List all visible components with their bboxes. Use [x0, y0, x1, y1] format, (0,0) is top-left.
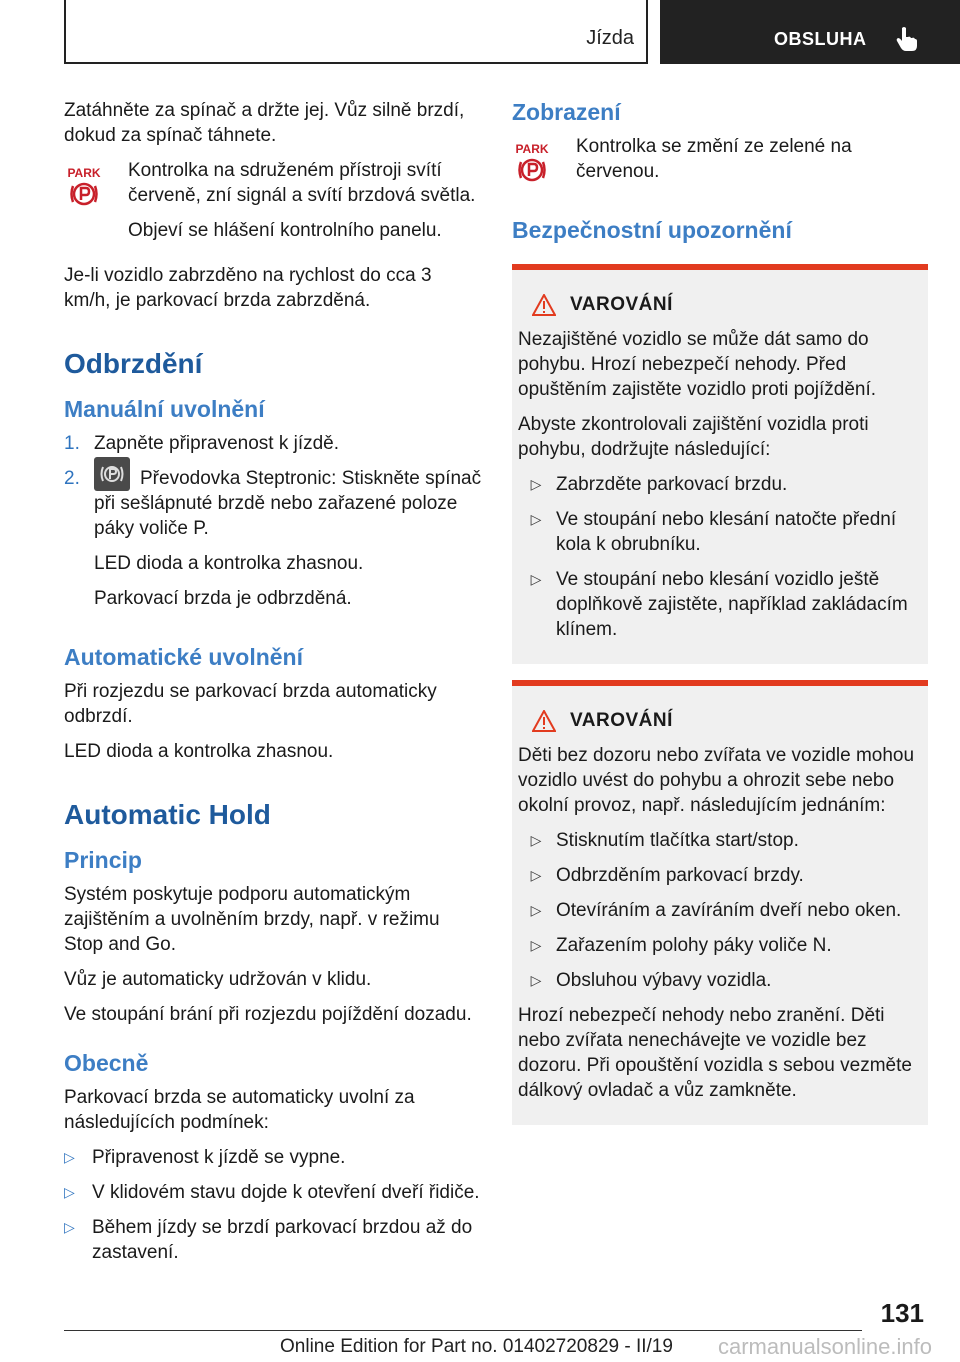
obecne-list [64, 1145, 482, 1265]
triangle-bullet-icon: ▷ [64, 1184, 75, 1200]
triangle-bullet-icon: ▷ [530, 571, 542, 587]
warning-box-1 [512, 264, 928, 664]
release-steps [64, 431, 482, 621]
warning-icon [532, 710, 556, 732]
heading-auto-release: Automatické uvolnění [64, 644, 303, 670]
triangle-bullet-icon: ▷ [64, 1219, 75, 1235]
intro-paragraph-1: Zatáhněte za spínač a držte jej. Vůz silně brzdí, dokud za spínač táhnete. [64, 100, 465, 146]
list-item: ▷ Ve stoupání nebo klesání natočte přední kola k obrubníku. [518, 507, 920, 557]
park-indicator-row-2 [512, 134, 928, 194]
parking-brake-switch-icon [94, 457, 130, 491]
park-icon-label: PARK [515, 142, 549, 156]
list-item: ▷ Zabrzděte parkovací brzdu. [518, 472, 920, 497]
step-text: Zapněte připravenost k jízdě. [94, 433, 340, 454]
heading-princip: Princip [64, 847, 142, 873]
list-item [64, 466, 482, 621]
warning-text-2: Abyste zkontrolovali zajištění vozidla proti pohybu, dodržujte následující: [518, 414, 869, 460]
princip-text-3: Ve stoupání brání při rozjezdu pojíždění dozadu. [64, 1004, 472, 1025]
warning-text-2: Hrozí nebezpečí nehody nebo zranění. Děti nebo zvířata nenechávejte ve vozidle bez dozoru. Při opouštění vozidla s sebou vezměte dálkový ovladač a vůz zamkněte. [518, 1005, 912, 1101]
triangle-bullet-icon: ▷ [530, 972, 542, 988]
left-column [64, 98, 482, 1275]
step-number: 2. [64, 468, 80, 489]
step-note-2: Parkovací brzda je odbrzděná. [94, 588, 352, 609]
header-chapter-box[interactable] [660, 0, 960, 64]
park-icon [512, 134, 576, 194]
step-text: Převodovka Steptronic: Stiskněte spínač při sešlápnuté brzdě nebo zařazené poloze páky voliče P. [94, 468, 482, 539]
heading-manual-release: Manuální uvolnění [64, 396, 265, 422]
heading-obecne: Obecně [64, 1050, 149, 1076]
footer-divider [64, 1330, 862, 1331]
triangle-bullet-icon: ▷ [530, 476, 542, 492]
heading-safety: Bezpečnostní upozornění [512, 217, 792, 243]
list-item: ▷ V klidovém stavu dojde k otevření dveří řidiče. [64, 1182, 480, 1203]
triangle-bullet-icon: ▷ [530, 511, 542, 527]
auto-release-text-1: Při rozjezdu se parkovací brzda automaticky odbrzdí. [64, 681, 437, 727]
heading-odbrzdeni: Odbrzdění [64, 348, 203, 379]
list-item [64, 431, 482, 456]
header-section-box [64, 0, 648, 64]
warning-title: VAROVÁNÍ [570, 710, 673, 731]
triangle-bullet-icon: ▷ [64, 1149, 75, 1165]
step-number: 1. [64, 433, 80, 454]
list-item: ▷ Během jízdy se brzdí parkovací brzdou až do zastavení. [64, 1217, 473, 1263]
list-item: ▷ Stisknutím tlačítka start/stop. [518, 828, 920, 853]
list-item: ▷ Ve stoupání nebo klesání vozidlo ještě doplňkově zajistěte, například zakládacím klínem. [518, 567, 920, 642]
warning-list [518, 828, 920, 993]
pointing-hand-icon [896, 26, 918, 52]
park-indicator-row [64, 158, 482, 253]
zobrazeni-text: Kontrolka se změní ze zelené na červenou. [576, 136, 852, 182]
warning-text-1: Nezajištěné vozidlo se může dát samo do pohybu. Hrozí nebezpečí nehody. Před opuštěním zajistěte vozidlo proti pojíždění. [518, 329, 877, 400]
list-item: ▷ Zařazením polohy páky voliče N. [518, 933, 920, 958]
step-note-1: LED dioda a kontrolka zhasnou. [94, 553, 364, 574]
park-icon [64, 158, 128, 253]
heading-zobrazeni: Zobrazení [512, 99, 621, 125]
header-chapter-title: OBSLUHA [774, 29, 867, 49]
princip-text-2: Vůz je automaticky udržován v klidu. [64, 969, 372, 990]
park-icon-label: PARK [67, 166, 101, 180]
list-item: ▷ Odbrzděním parkovací brzdy. [518, 863, 920, 888]
indicator-text-1: Kontrolka na sdruženém přístroji svítí červeně, zní signál a svítí brzdová světla. [128, 160, 476, 206]
list-item: ▷ Připravenost k jízdě se vypne. [64, 1147, 346, 1168]
warning-text-1: Děti bez dozoru nebo zvířata ve vozidle mohou vozidlo uvést do pohybu a ohrozit sebe nebo okolní provoz, např. následujícím jednáním: [518, 745, 915, 816]
triangle-bullet-icon: ▷ [530, 937, 542, 953]
header-section-title: Jízda [586, 27, 634, 49]
list-item: ▷ Otevíráním a zavíráním dveří nebo oken. [518, 898, 920, 923]
page-number: 131 [880, 1298, 924, 1328]
triangle-bullet-icon: ▷ [530, 832, 542, 848]
triangle-bullet-icon: ▷ [530, 902, 542, 918]
footer-edition: Online Edition for Part no. 01402720829 - II/19 [280, 1336, 673, 1357]
princip-text-1: Systém poskytuje podporu automatickým zajištěním a uvolněním brzdy, např. v režimu Stop and Go. [64, 884, 440, 955]
triangle-bullet-icon: ▷ [530, 867, 542, 883]
heading-automatic-hold: Automatic Hold [64, 799, 271, 830]
intro-paragraph-2: Je-li vozidlo zabrzděno na rychlost do cca 3 km/h, je parkovací brzda zabrzděná. [64, 265, 432, 311]
list-item: ▷ Obsluhou výbavy vozidla. [518, 968, 920, 993]
indicator-text-2: Objeví se hlášení kontrolního panelu. [128, 220, 442, 241]
warning-icon [532, 294, 556, 316]
warning-list [518, 472, 920, 642]
warning-box-2 [512, 680, 928, 1125]
obecne-text: Parkovací brzda se automaticky uvolní za následujících podmínek: [64, 1087, 415, 1133]
watermark: carmanualsonline.info [717, 1334, 932, 1359]
right-column [512, 98, 928, 1141]
warning-title: VAROVÁNÍ [570, 294, 673, 315]
auto-release-text-2: LED dioda a kontrolka zhasnou. [64, 741, 334, 762]
